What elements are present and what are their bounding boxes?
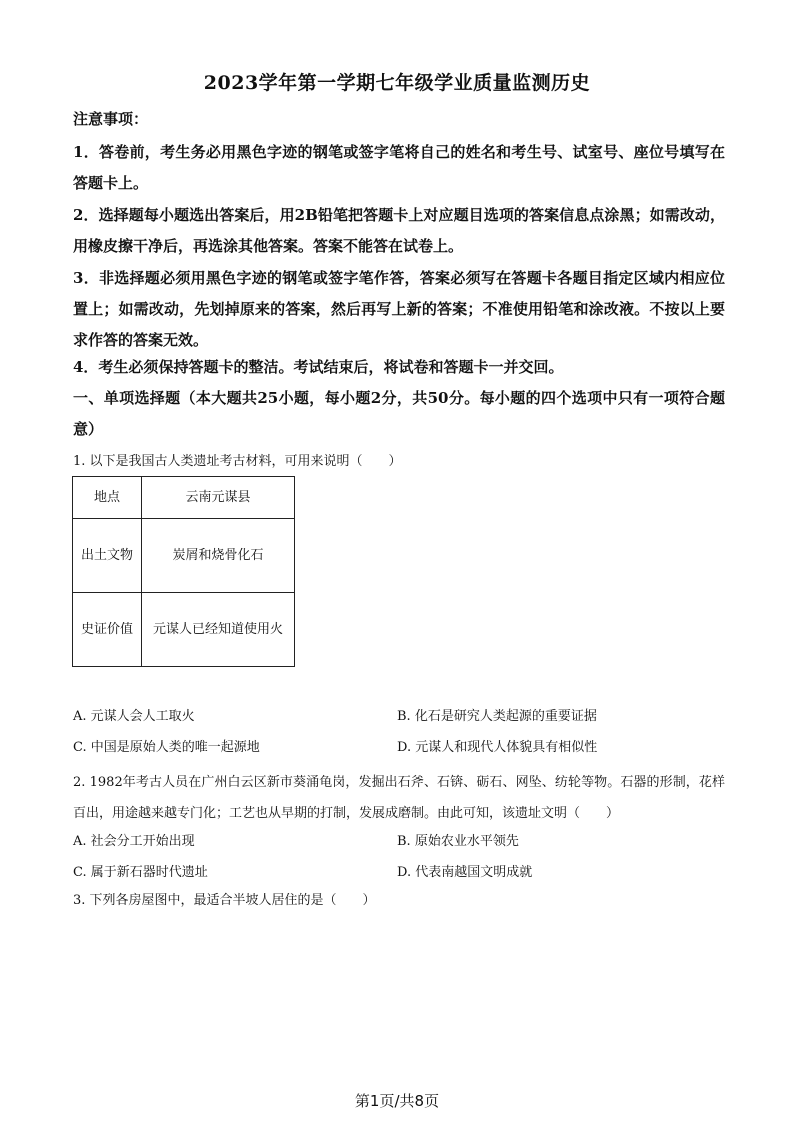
q2-option-a: A. 社会分工开始出现 xyxy=(73,834,195,849)
question-1-stem: 1. 以下是我国古人类遗址考古材料，可用来说明（ ） xyxy=(73,454,402,469)
q1-option-c: C. 中国是原始人类的唯一起源地 xyxy=(73,740,260,755)
table-cell-value: 炭屑和烧骨化石 xyxy=(142,519,295,593)
q2-option-c: C. 属于新石器时代遗址 xyxy=(73,865,208,880)
section-heading: 一、单项选择题（本大题共25小题，每小题2分，共50分。每小题的四个选项中只有一项符合题意） xyxy=(73,389,725,438)
q1-option-a: A. 元谋人会人工取火 xyxy=(73,709,195,724)
note-item-4: 4．考生必须保持答题卡的整洁。考试结束后，将试卷和答题卡一并交回。 xyxy=(73,358,564,376)
table-cell-label: 出土文物 xyxy=(73,519,142,593)
table-cell-label: 史证价值 xyxy=(73,593,142,667)
note-item-1: 1．答卷前，考生务必用黑色字迹的钢笔或签字笔将自己的姓名和考生号、试室号、座位号填写在答题卡上。 xyxy=(73,143,725,192)
question-1-table xyxy=(72,476,295,667)
q1-option-b: B. 化石是研究人类起源的重要证据 xyxy=(397,709,597,724)
table-cell-value: 云南元谋县 xyxy=(142,477,295,519)
note-item-3: 3．非选择题必须用黑色字迹的钢笔或签字笔作答，答案必须写在答题卡各题目指定区域内相应位置上；如需改动，先划掉原来的答案，然后再写上新的答案；不准使用铅笔和涂改液。不按以上要求作答的答案无效。 xyxy=(73,269,725,349)
exam-title: 2023学年第一学期七年级学业质量监测历史 xyxy=(203,72,591,94)
q1-option-d: D. 元谋人和现代人体貌具有相似性 xyxy=(397,740,598,755)
question-2-stem: 2. 1982年考古人员在广州白云区新市葵涌龟岗，发掘出石斧、石锛、砺石、网坠、纺轮等物。石器的形制，花样百出，用途越来越专门化；工艺也从早期的打制，发展成磨制。由此可知，该遗址文明（ ） xyxy=(73,775,725,821)
notes-heading: 注意事项： xyxy=(73,110,149,128)
table-cell-label: 地点 xyxy=(73,477,142,519)
q2-option-d: D. 代表南越国文明成就 xyxy=(397,865,533,880)
table-cell-value: 元谋人已经知道使用火 xyxy=(142,593,295,667)
page-footer: 第1页/共8页 xyxy=(354,1092,440,1110)
question-3-stem: 3. 下列各房屋图中，最适合半坡人居住的是（ ） xyxy=(73,893,376,908)
q2-option-b: B. 原始农业水平领先 xyxy=(397,834,519,849)
note-item-2: 2．选择题每小题选出答案后，用2B铅笔把答题卡上对应题目选项的答案信息点涂黑；如需改动，用橡皮擦干净后，再选涂其他答案。答案不能答在试卷上。 xyxy=(73,206,725,255)
